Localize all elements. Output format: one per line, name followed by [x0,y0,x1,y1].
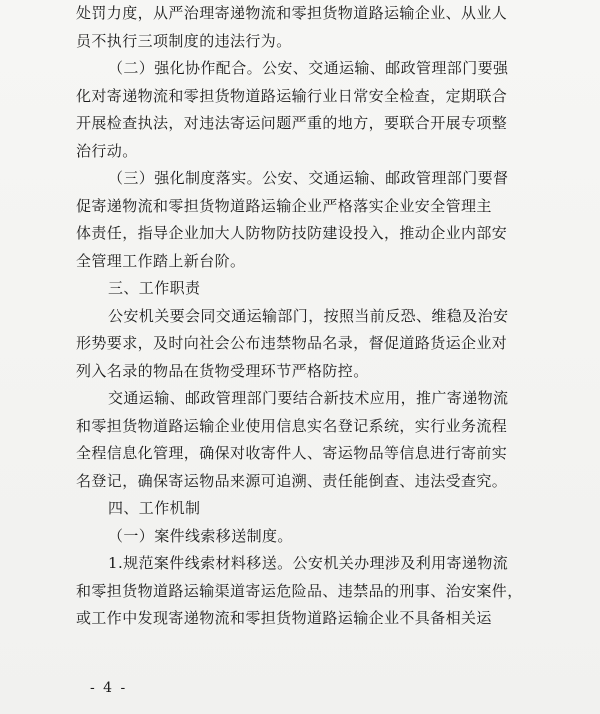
text-line: 和零担货物道路运输企业使用信息实名登记系统，实行业务流程 [76,416,508,435]
text-line: （三）强化制度落实。公安、交通运输、邮政管理部门要督 [108,169,509,187]
text-line: 公安机关要会同交通运输部门，按照当前反恐、维稳及治安 [108,306,509,325]
text-line: 名登记，确保寄运物品来源可追溯、责任能倒查、违法受查究。 [76,471,508,490]
text-line: 形势要求，及时向社会公布违禁物品名录，督促道路货运企业对 [76,334,508,352]
text-line: 治行动。 [76,141,138,160]
section-heading: （一）案件线索移送制度。 [108,526,293,545]
text-line: 化对寄递物流和零担货物道路运输行业日常安全检查，定期联合 [76,86,508,105]
section-heading: 四、工作机制 [108,499,201,517]
text-line: 处罚力度，从严治理寄递物流和零担货物道路运输企业、从业人 [76,4,508,22]
page-number-label: - 4 - [90,680,128,696]
text-line: 或工作中发现寄递物流和零担货物道路运输企业不具备相关运 [76,609,492,627]
section-heading: 三、工作职责 [108,279,201,297]
text-line: 列入名录的物品在货物受理环节严格防控。 [76,361,369,380]
text-line: 员不执行三项制度的违法行为。 [76,31,292,50]
text-line: 开展检查执法，对违法寄运问题严重的地方，要联合开展专项整 [76,114,508,132]
text-line: 全管理工作踏上新台阶。 [76,251,246,270]
text-line: 和零担货物道路运输渠道寄运危险品、违禁品的刑事、治安案件， [76,581,523,600]
text-line: 交通运输、邮政管理部门要结合新技术应用，推广寄递物流 [108,389,509,407]
text-line: 1.规范案件线索材料移送。公安机关办理涉及利用寄递物流 [108,554,509,572]
text-line: （二）强化协作配合。公安、交通运输、邮政管理部门要强 [108,59,509,77]
text-line: 促寄递物流和零担货物道路运输企业严格落实企业安全管理主 [76,196,492,215]
text-line: 体责任，指导企业加大人防物防技防建设投入，推动企业内部安 [76,224,508,242]
document-body [76,0,556,633]
text-line: 全程信息化管理，确保对收寄件人、寄运物品等信息进行寄前实 [76,444,508,462]
